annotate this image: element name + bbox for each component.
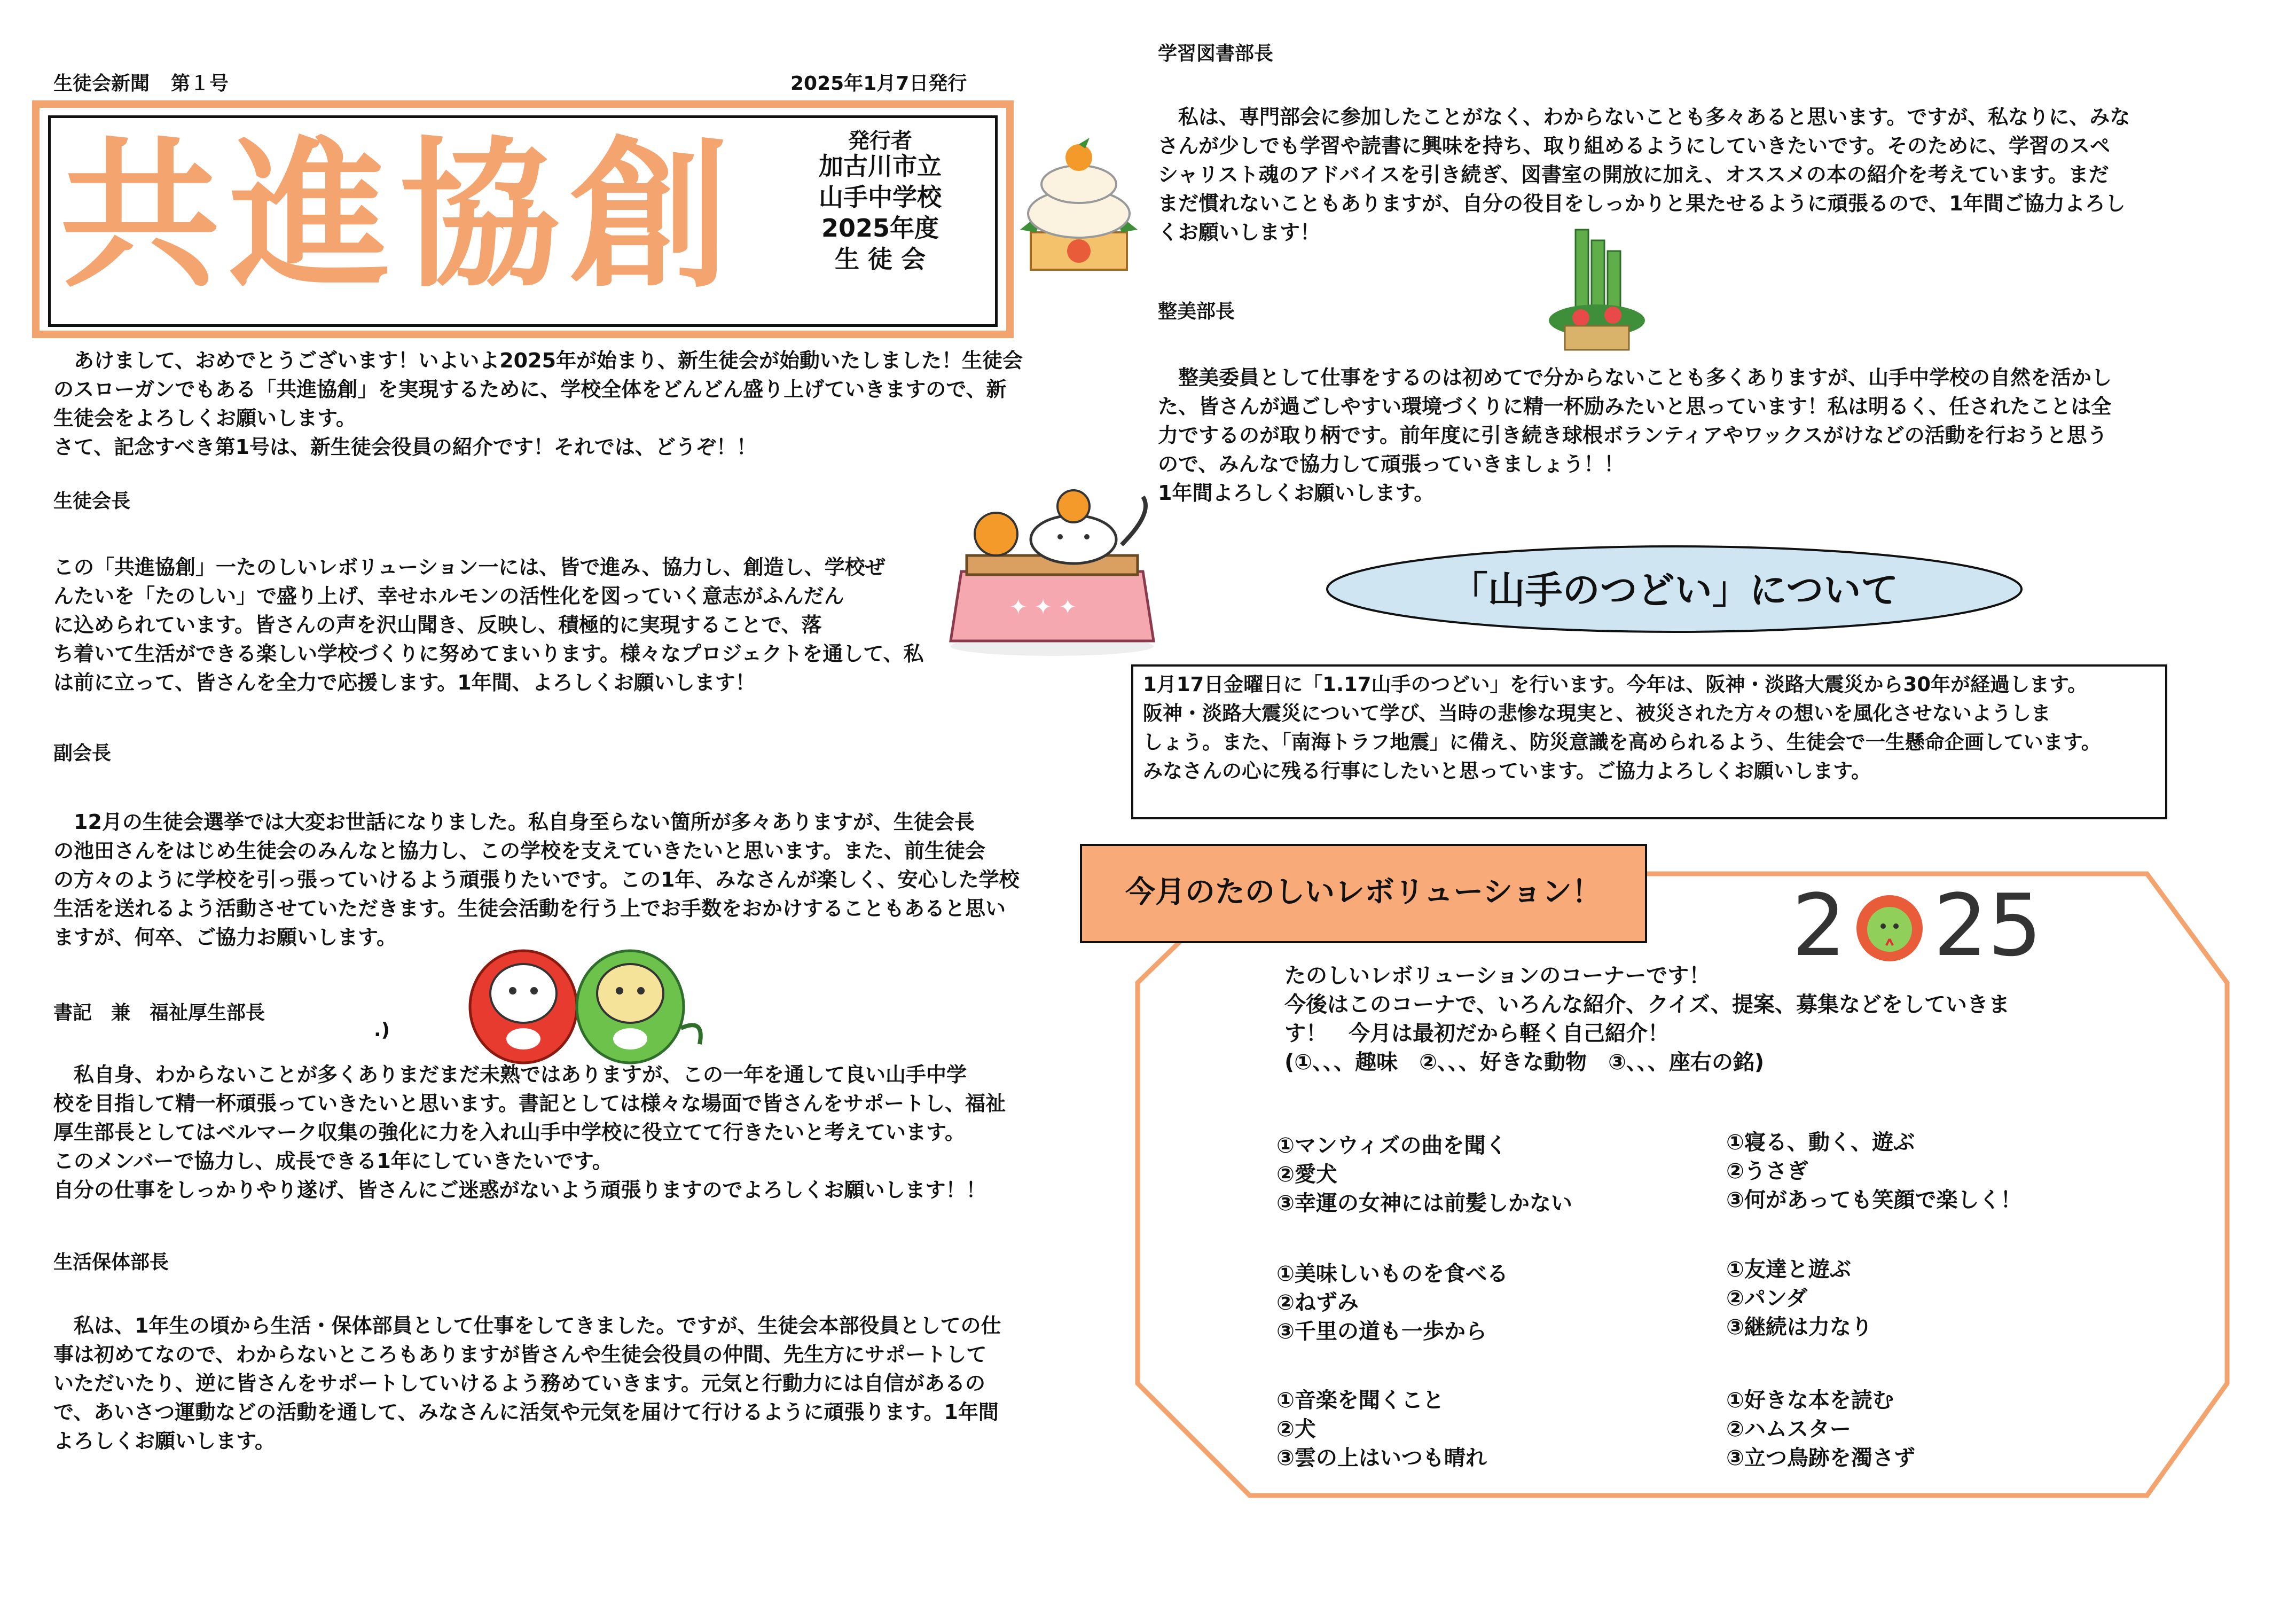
heading-library: 学習図書部長 [1158,43,1274,65]
answer-member-5: ①音楽を聞くこと ②犬 ③雲の上はいつも晴れ [1276,1388,1487,1470]
issue-number: 第１号 [171,73,229,95]
answer-member-4: ①友達と遊ぶ ②パンダ ③継続は力なり [1726,1257,1872,1340]
library-text: 私は、専門部会に参加したことがなく、わからないことも多々あると思います。ですが、私なりに、みな さんが少しでも学習や読書に興味を持ち、取り組めるようにしていきたいです。そのために、学習のスペ シャリスト魂のアドバイスを引き続ぎ、図書室の開放に加え、オススメの本の紹介を考えています。まだ まだ慣れないこともありますが、自分の役目をしっかりと果たせるように頑張るので、1年間ご協力よろし くお願いします！ [1158,105,2130,244]
kagami-mochi-icon [1015,134,1148,278]
heading-president: 生徒会長 [53,490,131,512]
tsudoi-title: 「山手のつどい」について [1450,568,1899,612]
intro-text: あけまして、おめでとうございます！いよいよ2025年が始まり、新生徒会が始動いたしました！生徒会 のスローガンでもある「共進協創」を実現するために、学校全体をどんどん盛り上げていきますので、新 生徒会をよろしくお願いします。 さて、記念すべき第1号は、新生徒会役員の紹介です！それでは、どうぞ！！ [53,349,1023,459]
heading-secretary: 書記 兼 福祉厚生部長 [53,1002,265,1024]
answer-member-6: ①好きな本を読む ②ハムスター ③立つ鳥跡を濁さず [1726,1388,1915,1470]
heading-beauty: 整美部長 [1158,301,1235,323]
answer-member-2: ①寝る、動く、遊ぶ ②うさぎ ③何があっても笑顔で楽しく！ [1726,1130,2022,1212]
answer-member-3: ①美味しいものを食べる ②ねずみ ③千里の道も一歩から [1276,1262,1508,1344]
snake-zero-icon [1852,891,1927,966]
paper-name: 生徒会新聞 [53,73,150,95]
revolution-intro: たのしいレボリューションのコーナーです！ 今後はこのコーナで、いろんな紹介、クイズ、提案、募集などをしていきま す！ 今月は最初だから軽く自己紹介！ (①、、、趣味 ②、、、好きな動物 ③、、、座右の銘) [1284,964,2010,1075]
heading-vice-president: 副会長 [53,742,112,764]
revolution-label: 今月のたのしいレボリューション！ [1125,875,1602,910]
secretary-text: 私自身、わからないことが多くありまだまだ未熟ではありますが、この一年を通して良い山手中学 校を目指して精一杯頑張っていきたいと思います。書記としては様々な場面で皆さんをサポートし、福祉 厚生部長としてはベルマーク収集の強化に力を入れ山手中学校に役立てて行きたいと考えています。 このメンバーで協力し、成長できる1年にしていきたいです。 自分の仕事をしっかりやり遂げ、皆さんにご迷惑がないよう頑張りますのでよろしくお願いします！！ [53,1063,1006,1202]
president-text: この「共進協創」一たのしいレボリューション一には、皆で進み、協力し、創造し、学校ぜ んたいを「たのしい」で盛り上げ、幸せホルモンの活性化を図っていく意志がふんだん に込められています。皆さんの声を沢山聞き、反映し、積極的に実現することで、落 ち着いて生活ができる楽しい学校づくりに努めてまいります。様々なプロジェクトを通して、私 は前に立って、皆さんを全力で応援します。1年間、よろしくお願いします！ [53,555,924,694]
issue-date: 2025年1月7日発行 [790,73,967,95]
svg-text:✦ ✦ ✦: ✦ ✦ ✦ [1009,595,1077,620]
heading-life-pe: 生活保体部長 [53,1251,169,1273]
life-pe-text: 私は、1年生の頃から生活・保体部員として仕事をしてきました。ですが、生徒会本部役員としての仕 事は初めてなので、わからないところもありますが皆さんや生徒会役員の仲間、先生方にサポートして いただいたり、逆に皆さんをサポートしていけるよう務めていきます。元気と行動力には自信があるの で、あいさつ運動などの活動を通して、みなさんに活気や元気を届けて行けるように頑張ります。1年間 よろしくお願いします。 [53,1314,1001,1453]
vice-president-text: 12月の生徒会選挙では大変お世話になりました。私自身至らない箇所が多々ありますが、生徒会長 の池田さんをはじめ生徒会のみんなと協力し、この学校を支えていきたいと思います。また、前生徒会 の方々のように学校を引っ張っていけるよう頑張りたいです。この1年、みなさんが楽しく、安心した学校 生活を送れるよう活動させていただきます。生徒会活動を行う上でお手数をおかけすることもあると思い ますが、何卒、ご協力お願いします。 [53,810,1020,949]
year-digits-25: 25 [1933,875,2042,975]
publisher-name: 加古川市立 山手中学校 2025年度 生 徒 会 [819,152,942,273]
year-digit-2: 2 [1792,875,1846,975]
beauty-text: 整美委員として仕事をするのは初めてで分からないことも多くありますが、山手中学校の自然を活かし た、皆さんが過ごしやすい環境づくりに精一杯励みたいと思っています！私は明るく、任されたことは全 力でするのが取り柄です。前年度に引き続き球根ボランティアやワックスがけなどの活動を行おうと思う ので、みんなで協力して頑張っていきましょう！！ 1年間よろしくお願いします。 [1158,366,2112,505]
paper-name-line [53,68,229,96]
newspaper-title: 共進協創 [60,123,739,309]
publisher-label: 発行者 [848,129,912,153]
secretary-mark: .) [374,1019,390,1041]
daruma-icon [459,937,716,1066]
kotatsu-icon [945,481,1159,657]
answer-member-1: ①マンウィズの曲を聞く ②愛犬 ③幸運の女神には前髪しかない [1276,1133,1572,1216]
tsudoi-text: 1月17日金曜日に「1.17山手のつどい」を行います。今年は、阪神・淡路大震災から30年が経過します。 阪神・淡路大震災について学び、当時の悲惨な現実と、被災された方々の想いを風化させないようしま しょう。また、「南海トラフ地震」に備え、防災意識を高められるよう、生徒会で一生懸命企画しています。 みなさんの心に残る行事にしたいと思っています。ご協力よろしくお願いします。 [1143,673,2101,782]
